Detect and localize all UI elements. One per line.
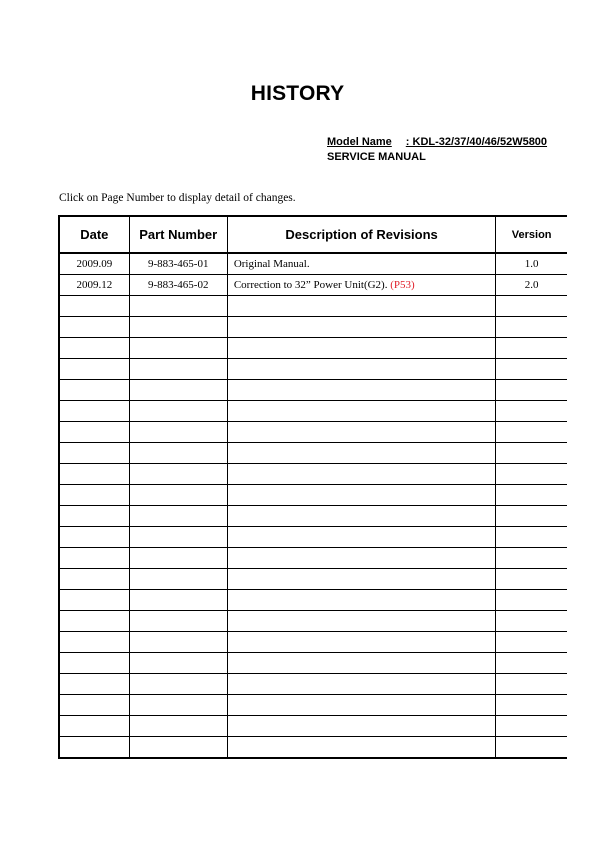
empty-row: [59, 359, 567, 380]
empty-cell: [129, 695, 227, 716]
empty-cell: [227, 527, 496, 548]
empty-row: [59, 590, 567, 611]
empty-cell: [59, 590, 129, 611]
empty-cell: [129, 296, 227, 317]
empty-cell: [227, 359, 496, 380]
revision-history-table: [58, 215, 567, 759]
empty-row: [59, 338, 567, 359]
empty-cell: [496, 443, 567, 464]
empty-cell: [59, 380, 129, 401]
empty-cell: [59, 422, 129, 443]
empty-cell: [227, 674, 496, 695]
empty-cell: [59, 611, 129, 632]
empty-cell: [129, 338, 227, 359]
empty-cell: [227, 737, 496, 759]
empty-row: [59, 422, 567, 443]
empty-cell: [129, 506, 227, 527]
empty-cell: [129, 464, 227, 485]
empty-cell: [227, 590, 496, 611]
empty-cell: [59, 653, 129, 674]
empty-cell: [496, 296, 567, 317]
empty-cell: [227, 632, 496, 653]
empty-cell: [59, 548, 129, 569]
empty-cell: [59, 464, 129, 485]
empty-cell: [129, 401, 227, 422]
empty-cell: [59, 527, 129, 548]
row-part-number: 9-883-465-02: [129, 275, 227, 296]
row-description: [227, 253, 496, 275]
empty-cell: [496, 737, 567, 759]
empty-cell: [59, 506, 129, 527]
empty-cell: [129, 590, 227, 611]
empty-cell: [59, 569, 129, 590]
table-row: [59, 253, 567, 275]
empty-row: [59, 737, 567, 759]
model-info: [327, 135, 547, 165]
empty-cell: [59, 338, 129, 359]
empty-row: [59, 506, 567, 527]
empty-cell: [59, 737, 129, 759]
empty-cell: [227, 569, 496, 590]
row-description-text: Original Manual.: [233, 258, 310, 270]
header-version: Version: [496, 216, 567, 253]
empty-cell: [129, 317, 227, 338]
row-description-text: Correction to 32” Power Unit(G2).: [233, 279, 391, 291]
empty-cell: [496, 464, 567, 485]
row-date: 2009.09: [59, 253, 129, 275]
empty-cell: [227, 338, 496, 359]
empty-cell: [496, 338, 567, 359]
page-number-link[interactable]: (P53): [390, 279, 415, 291]
empty-row: [59, 674, 567, 695]
header-part-number: Part Number: [129, 216, 227, 253]
header-date: Date: [59, 216, 129, 253]
empty-cell: [227, 464, 496, 485]
empty-cell: [496, 590, 567, 611]
empty-cell: [129, 443, 227, 464]
model-label: Model Name: [327, 136, 392, 148]
row-version: 1.0: [496, 253, 567, 275]
manual-type: SERVICE MANUAL: [327, 151, 426, 163]
empty-cell: [129, 674, 227, 695]
model-value: : KDL-32/37/40/46/52W5800: [405, 136, 548, 148]
empty-cell: [59, 443, 129, 464]
empty-cell: [496, 359, 567, 380]
empty-cell: [129, 653, 227, 674]
empty-cell: [129, 632, 227, 653]
table-row: [59, 275, 567, 296]
empty-row: [59, 317, 567, 338]
empty-row: [59, 548, 567, 569]
empty-cell: [227, 548, 496, 569]
empty-row: [59, 485, 567, 506]
empty-cell: [496, 317, 567, 338]
empty-cell: [496, 695, 567, 716]
header-description: Description of Revisions: [227, 216, 496, 253]
page-title: HISTORY: [250, 82, 345, 105]
empty-cell: [496, 422, 567, 443]
empty-row: [59, 527, 567, 548]
empty-cell: [129, 611, 227, 632]
empty-cell: [227, 443, 496, 464]
empty-cell: [129, 737, 227, 759]
empty-cell: [59, 296, 129, 317]
empty-row: [59, 401, 567, 422]
empty-cell: [496, 548, 567, 569]
row-date: 2009.12: [59, 275, 129, 296]
empty-cell: [129, 380, 227, 401]
empty-cell: [227, 506, 496, 527]
empty-cell: [59, 632, 129, 653]
empty-cell: [227, 485, 496, 506]
empty-cell: [129, 716, 227, 737]
empty-cell: [129, 359, 227, 380]
model-name-line: [327, 135, 547, 150]
empty-cell: [227, 653, 496, 674]
empty-cell: [496, 674, 567, 695]
empty-row: [59, 464, 567, 485]
row-description: [227, 275, 496, 296]
empty-cell: [496, 632, 567, 653]
empty-cell: [59, 716, 129, 737]
empty-cell: [496, 485, 567, 506]
empty-cell: [59, 401, 129, 422]
empty-cell: [227, 422, 496, 443]
empty-cell: [227, 296, 496, 317]
empty-row: [59, 716, 567, 737]
empty-cell: [227, 401, 496, 422]
empty-cell: [129, 527, 227, 548]
empty-cell: [59, 359, 129, 380]
empty-cell: [496, 716, 567, 737]
empty-cell: [496, 527, 567, 548]
empty-row: [59, 296, 567, 317]
empty-cell: [227, 380, 496, 401]
empty-cell: [129, 422, 227, 443]
empty-row: [59, 569, 567, 590]
empty-cell: [59, 317, 129, 338]
empty-cell: [59, 695, 129, 716]
empty-cell: [129, 548, 227, 569]
empty-row: [59, 380, 567, 401]
empty-cell: [496, 401, 567, 422]
empty-row: [59, 443, 567, 464]
empty-cell: [496, 653, 567, 674]
empty-cell: [496, 506, 567, 527]
empty-row: [59, 653, 567, 674]
empty-cell: [227, 317, 496, 338]
header-row: [59, 216, 567, 253]
empty-row: [59, 611, 567, 632]
empty-cell: [496, 611, 567, 632]
empty-cell: [496, 569, 567, 590]
empty-row: [59, 695, 567, 716]
empty-cell: [227, 716, 496, 737]
row-part-number: 9-883-465-01: [129, 253, 227, 275]
row-version: 2.0: [496, 275, 567, 296]
empty-cell: [59, 674, 129, 695]
empty-cell: [227, 695, 496, 716]
empty-cell: [227, 611, 496, 632]
empty-cell: [129, 485, 227, 506]
empty-cell: [129, 569, 227, 590]
empty-row: [59, 632, 567, 653]
empty-cell: [496, 380, 567, 401]
instruction-text: Click on Page Number to display detail of changes.: [59, 192, 296, 204]
empty-cell: [59, 485, 129, 506]
